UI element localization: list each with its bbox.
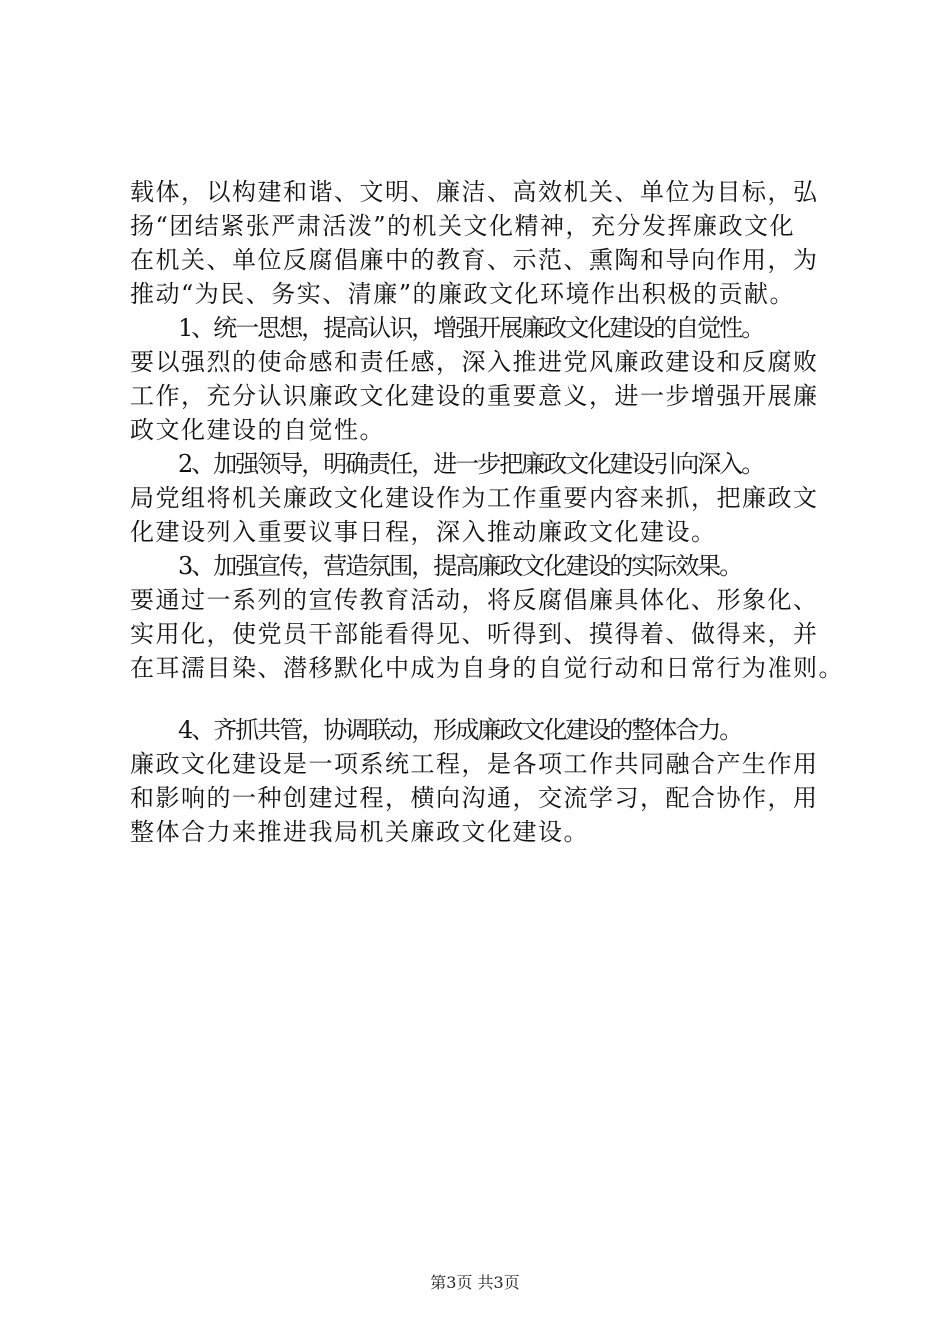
text-line: 推动“为民、务实、清廉”的廉政文化环境作出积极的贡献。 [130,280,796,308]
text-line: 实用化，使党员干部能看得见、听得到、摸得着、做得来，并 [130,620,819,648]
text-line: 政文化建设的自觉性。 [130,416,385,444]
section-heading-3: 3、加强宣传，营造氛围，提高廉政文化建设的实际效果。 [178,552,742,580]
text-line: 要通过一系列的宣传教育活动，将反腐倡廉具体化、形象化、 [130,586,819,614]
page-footer: 第3页 共3页 [430,1273,520,1292]
section-heading-4: 4、齐抓共管，协调联动，形成廉政文化建设的整体合力。 [178,716,742,744]
text-line: 工作，充分认识廉政文化建设的重要意义，进一步增强开展廉 [130,382,819,410]
text-line: 在耳濡目染、潜移默化中成为自身的自觉行动和日常行为准则。 [130,654,844,682]
text-line: 载体，以构建和谐、文明、廉洁、高效机关、单位为目标，弘 [130,178,819,206]
section-heading-2: 2、加强领导，明确责任，进一步把廉政文化建设引向深入。 [178,450,764,478]
text-line: 扬“团结紧张严肃活泼”的机关文化精神，充分发挥廉政文化 [130,212,796,240]
text-line: 在机关、单位反腐倡廉中的教育、示范、熏陶和导向作用，为 [130,246,819,274]
text-line: 要以强烈的使命感和责任感，深入推进党风廉政建设和反腐败 [130,348,819,376]
text-line: 整体合力来推进我局机关廉政文化建设。 [130,818,589,846]
text-line: 局党组将机关廉政文化建设作为工作重要内容来抓，把廉政文 [130,484,819,512]
section-heading-1: 1、统一思想，提高认识，增强开展廉政文化建设的自觉性。 [178,314,764,342]
text-line: 廉政文化建设是一项系统工程，是各项工作共同融合产生作用 [130,750,819,778]
text-line: 和影响的一种创建过程，横向沟通，交流学习，配合协作，用 [130,784,819,812]
text-line: 化建设列入重要议事日程，深入推动廉政文化建设。 [130,518,717,546]
